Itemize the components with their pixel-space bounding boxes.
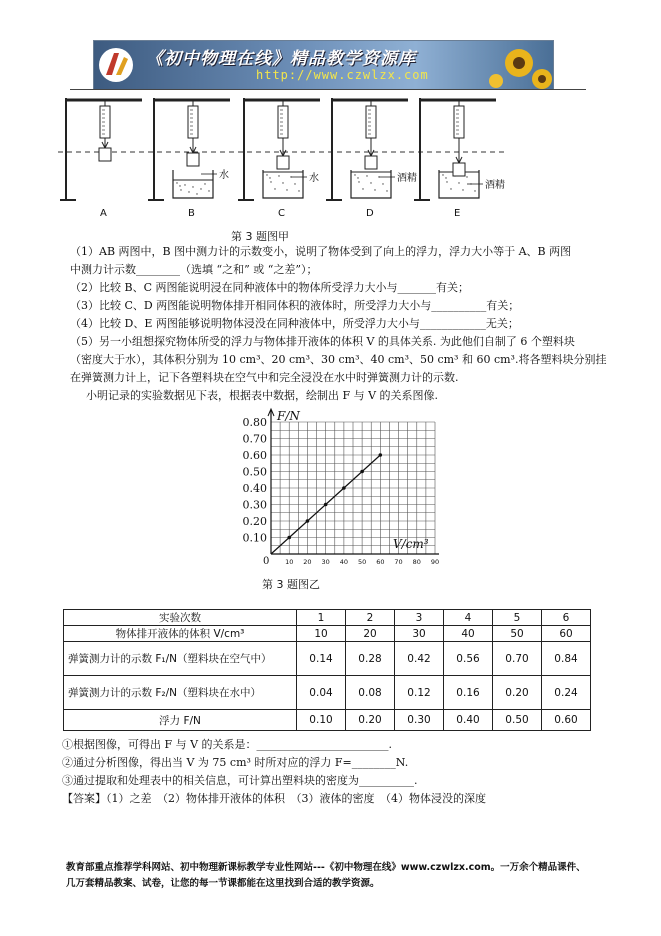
table-cell: 3 (395, 610, 444, 626)
answer-line: 【答案】（1）之差 （2）物体排开液体的体积 （3）液体的密度 （4）物体浸没的深度 (62, 792, 486, 805)
table-cell: 60 (542, 626, 591, 642)
y-tick-label: 0.50 (242, 465, 267, 479)
data-point (324, 503, 328, 507)
table-cell: 30 (395, 626, 444, 642)
table-cell: 0.04 (297, 676, 346, 710)
table-cell: 0.28 (346, 642, 395, 676)
data-table (63, 609, 591, 731)
x-tick-label: 90 (430, 558, 440, 566)
y-axis-label: F/N (277, 409, 300, 423)
apparatus-label: D (366, 208, 374, 219)
plastic-block (99, 148, 111, 161)
question-5-line-4: 小明记录的实验数据见下表，根据表中数据，绘制出 F 与 V 的关系图像. (86, 389, 439, 402)
table-cell: 0.56 (444, 642, 493, 676)
table-cell: 0.12 (395, 676, 444, 710)
question-1-line-2: 中测力计示数________（选填 “之和” 或 “之差”）； (70, 263, 318, 276)
apparatus-a (60, 98, 142, 219)
figure-a-caption: 第 3 题图甲 (231, 230, 289, 243)
table-cell: 2 (346, 610, 395, 626)
table-cell: 0.10 (297, 710, 346, 731)
spring-scale-figure (58, 92, 508, 222)
table-row-label: 弹簧测力计的示数 F₂/N（塑料块在水中） (64, 676, 297, 710)
apparatus-b (148, 98, 230, 219)
table-cell: 50 (493, 626, 542, 642)
table-row (64, 710, 591, 731)
apparatus-e (414, 98, 505, 219)
apparatus-label: B (188, 208, 195, 219)
x-tick-label: 50 (357, 558, 367, 566)
x-tick-label: 80 (412, 558, 421, 566)
table-cell: 0.60 (542, 710, 591, 731)
y-tick-label: 0.60 (242, 449, 267, 462)
data-point (306, 519, 310, 523)
table-cell: 0.50 (493, 710, 542, 731)
liquid-label: 酒精 (485, 180, 505, 191)
table-row (64, 676, 591, 710)
banner-title: 《初中物理在线》精品教学资源库 (146, 49, 416, 69)
table-cell: 0.42 (395, 642, 444, 676)
beaker (351, 170, 391, 198)
question-4: （4）比较 D、E 两图能够说明物体浸没在同种液体中，所受浮力大小与____________无关； (70, 317, 519, 330)
table-cell: 20 (346, 626, 395, 642)
table-row-label: 弹簧测力计的示数 F₁/N（塑料块在空气中） (64, 642, 297, 676)
origin-label: 0 (263, 556, 270, 567)
apparatus-label: A (100, 208, 107, 219)
apparatus-c (238, 98, 320, 219)
y-tick-label: 0.10 (242, 531, 267, 545)
table-cell: 0.70 (493, 642, 542, 676)
header-rule (70, 89, 586, 90)
apparatus-d (326, 98, 417, 219)
x-axis-label: V/cm³ (393, 537, 429, 551)
data-point (287, 536, 291, 540)
table-cell: 0.08 (346, 676, 395, 710)
plastic-block (365, 156, 377, 169)
banner-url: http://www.czwlzx.com (256, 68, 429, 82)
figure-b-caption: 第 3 题图乙 (262, 578, 320, 591)
footer-line-2: 几万套精品教案、试卷，让您的每一节课都能在这里找到合适的教学资源。 (66, 878, 380, 889)
x-tick-label: 70 (394, 558, 403, 566)
sub-question-2: ②通过分析图像，得出当 V 为 75 cm³ 时所对应的浮力 F=________N. (62, 756, 409, 769)
table-cell: 0.40 (444, 710, 493, 731)
x-tick-label: 60 (376, 558, 385, 566)
table-cell: 40 (444, 626, 493, 642)
table-cell: 5 (493, 610, 542, 626)
beaker (263, 170, 303, 198)
apparatus-label: C (278, 208, 285, 219)
plastic-block (453, 163, 465, 176)
table-cell: 6 (542, 610, 591, 626)
liquid-label: 水 (309, 173, 319, 184)
liquid-label: 酒精 (397, 173, 417, 184)
liquid-label: 水 (219, 170, 229, 181)
table-row-label: 物体排开液体的体积 V/cm³ (64, 626, 297, 642)
table-row (64, 626, 591, 642)
footer-line-1: 教育部重点推荐学科网站、初中物理新课标教学专业性网站---《初中物理在线》www.czwlzx.com。一万余个精品课件、 (66, 862, 586, 873)
table-row-label: 浮力 F/N (64, 710, 297, 731)
table-cell: 10 (297, 626, 346, 642)
table-cell: 0.14 (297, 642, 346, 676)
table-cell: 0.30 (395, 710, 444, 731)
footer (66, 860, 606, 892)
table-cell: 0.20 (493, 676, 542, 710)
question-2: （2）比较 B、C 两图能说明浸在同种液体中的物体所受浮力大小与_______有关； (70, 281, 469, 294)
y-tick-label: 0.80 (242, 416, 267, 429)
table-row-label: 实验次数 (64, 610, 297, 626)
table-cell: 0.20 (346, 710, 395, 731)
table-cell: 0.16 (444, 676, 493, 710)
x-tick-label: 30 (321, 558, 330, 566)
sub-question-3: ③通过提取和处理表中的相关信息，可计算出塑料块的密度为__________. (62, 774, 418, 787)
chart-grid (271, 422, 435, 554)
table-cell: 0.84 (542, 642, 591, 676)
y-tick-label: 0.20 (242, 515, 267, 528)
plastic-block (277, 156, 289, 169)
y-tick-label: 0.70 (242, 432, 267, 446)
table-cell: 0.24 (542, 676, 591, 710)
question-1-line-1: （1）AB 两图中，B 图中测力计的示数变小，说明了物体受到了向上的浮力，浮力大小等于 A、B 两图 (70, 245, 572, 258)
question-5-line-1: （5）另一小组想探究物体所受的浮力与物体排开液体的体积 V 的具体关系. 为此他们自制了 6 个塑料块 (70, 335, 575, 348)
table-cell: 1 (297, 610, 346, 626)
x-tick-label: 20 (303, 558, 312, 566)
data-point (379, 453, 383, 457)
table-row (64, 610, 591, 626)
question-3: （3）比较 C、D 两图能说明物体排开相同体积的液体时，所受浮力大小与__________有关； (70, 299, 520, 312)
f-v-chart (225, 404, 447, 572)
y-tick-label: 0.40 (242, 482, 267, 495)
table-cell: 4 (444, 610, 493, 626)
table-row (64, 642, 591, 676)
data-point (360, 470, 364, 474)
apparatus-label: E (454, 208, 461, 219)
header-banner (93, 40, 554, 90)
sub-question-1: ①根据图像，可得出 F 与 V 的关系是：________________________. (62, 738, 393, 751)
x-tick-label: 40 (339, 558, 349, 566)
data-point (342, 486, 346, 490)
question-5-line-3: 在弹簧测力计上，记下各塑料块在空气中和完全浸没在水中时弹簧测力计的示数. (70, 371, 459, 384)
x-tick-label: 10 (285, 558, 294, 566)
y-tick-label: 0.30 (242, 498, 267, 512)
question-5-line-2: （密度大于水），其体积分别为 10 cm³、20 cm³、30 cm³、40 cm³、50 cm³ 和 60 cm³.将各塑料块分别挂 (70, 353, 607, 366)
plastic-block (187, 153, 199, 166)
